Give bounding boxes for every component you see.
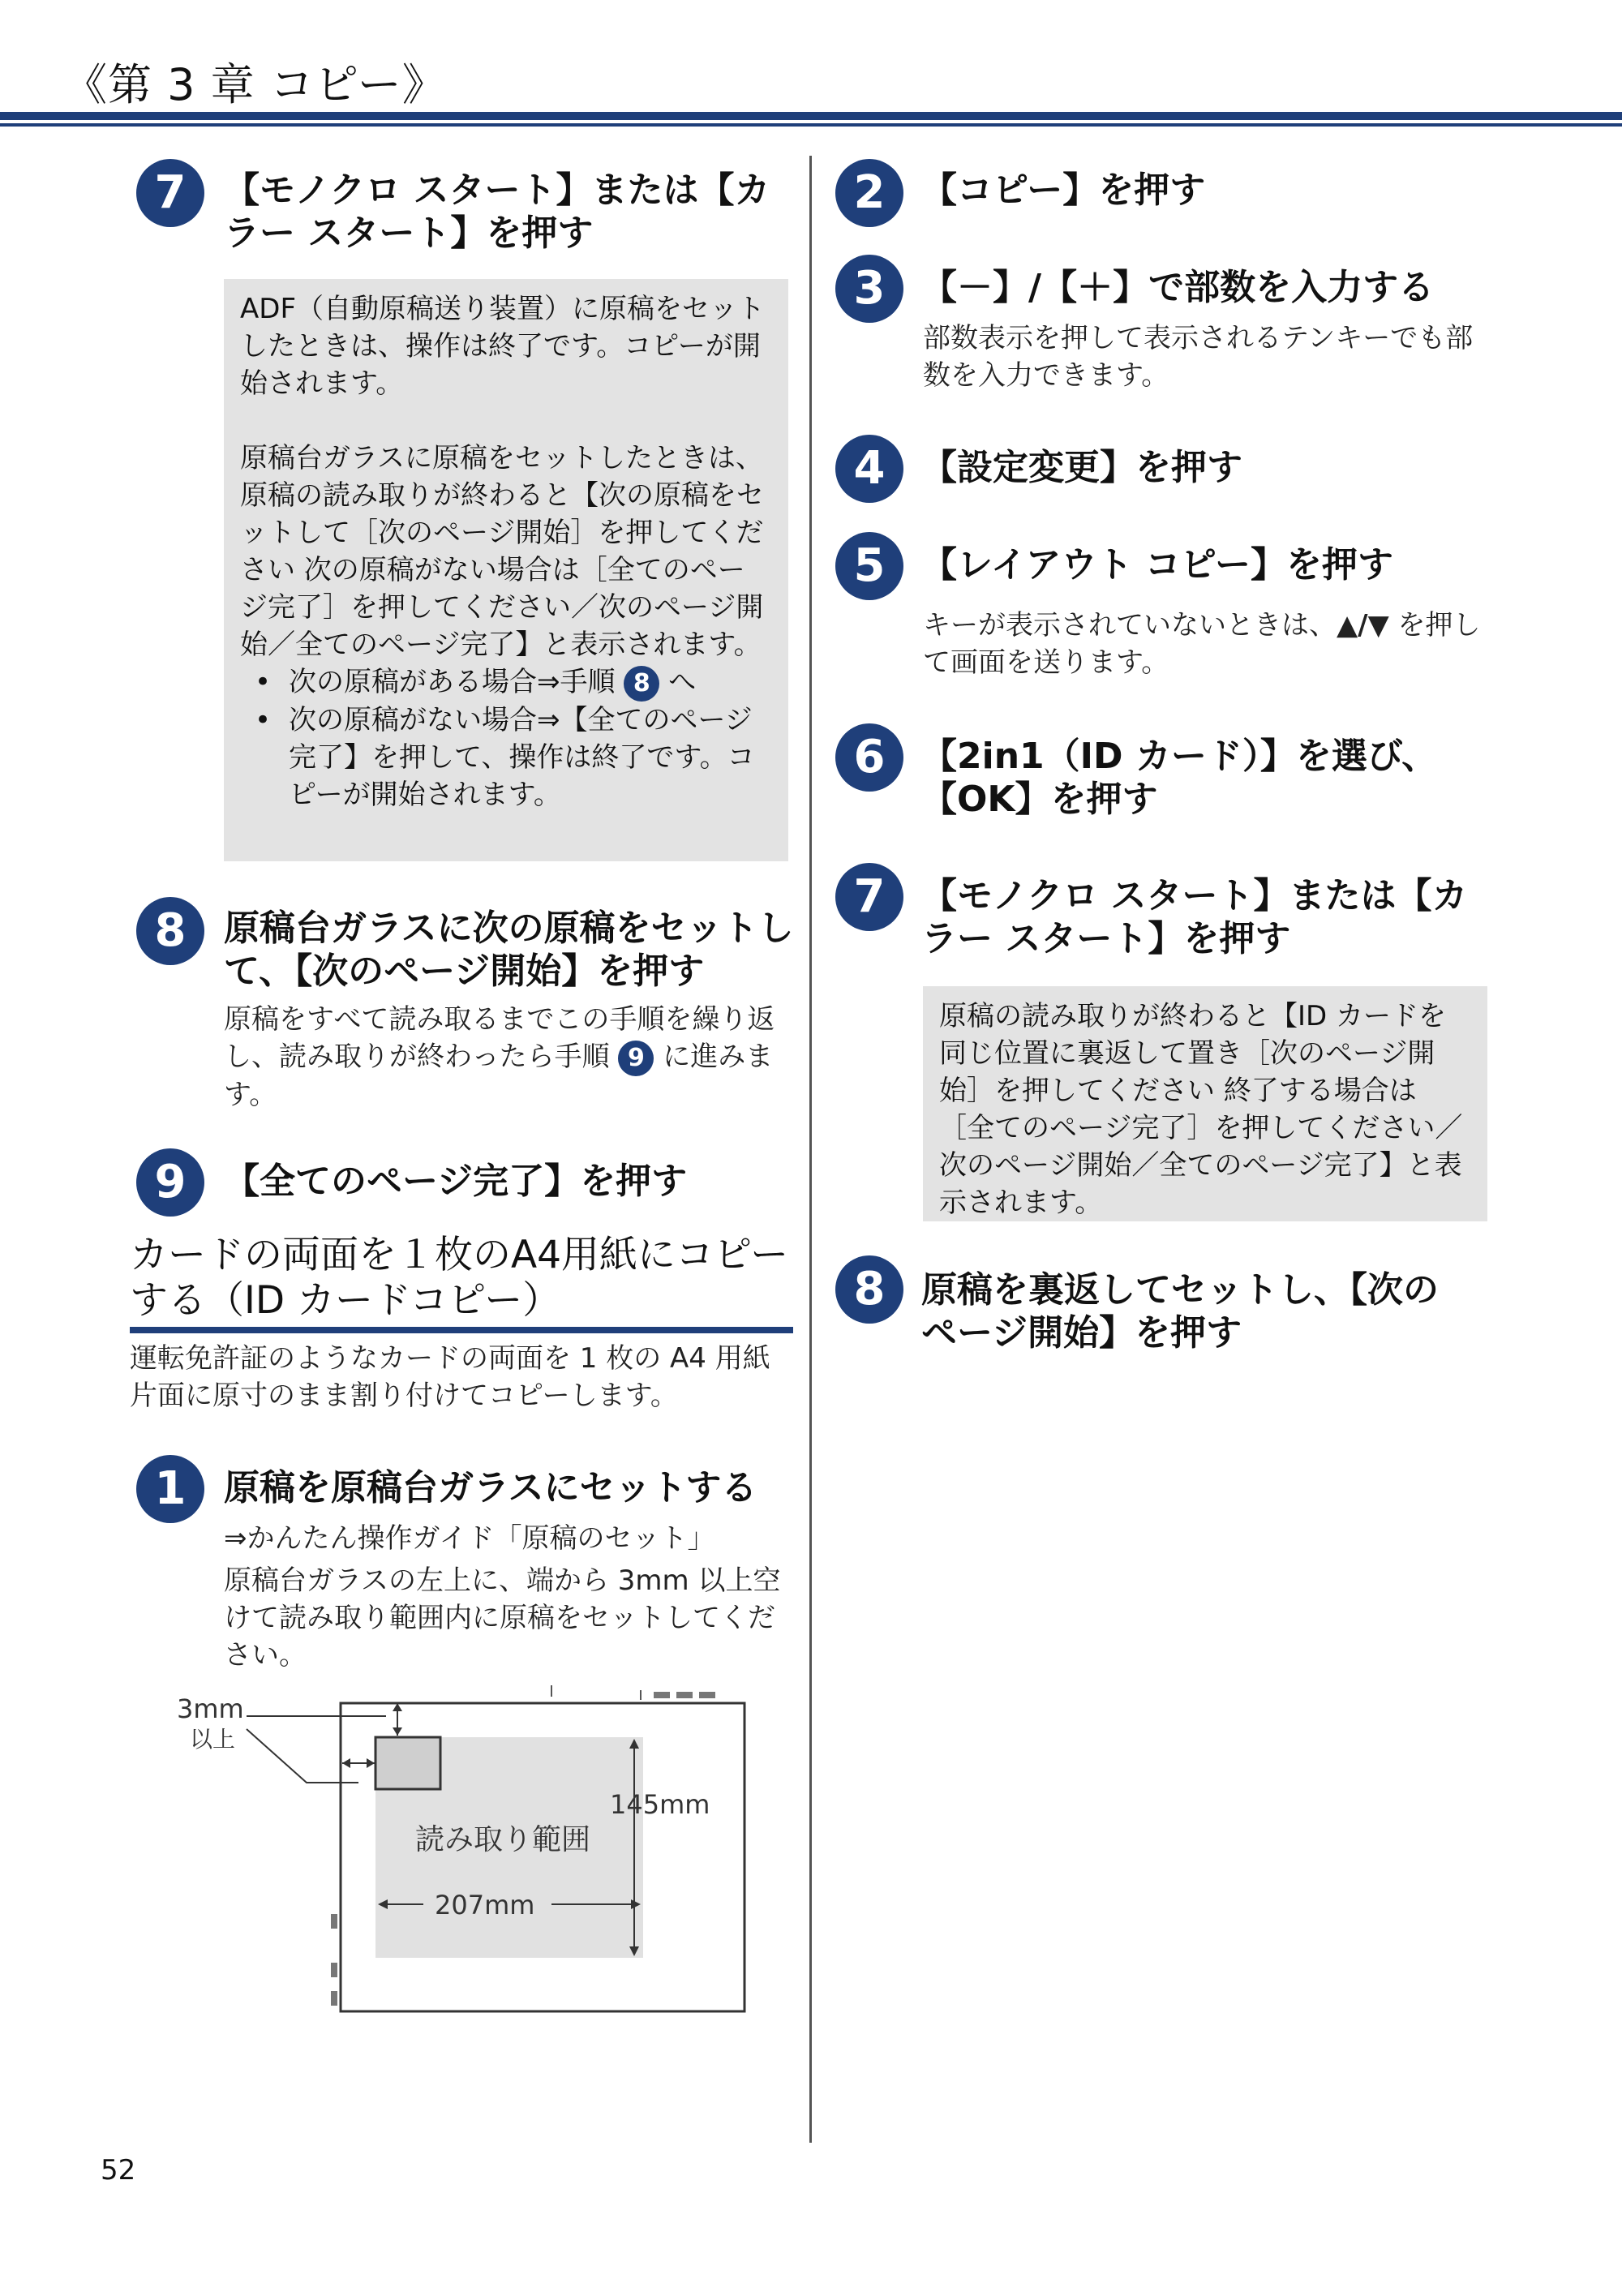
step-title-line: 原稿を裏返してセットし、【次の	[921, 1269, 1439, 1311]
step-number-badge: 6	[835, 723, 903, 792]
note-paragraph: ADF（自動原稿送り装置）に原稿をセットしたときは、操作は終了です。コピーが開始されます。	[240, 293, 765, 400]
step-title-line: 【モノクロ スタート】または【カ	[921, 875, 1468, 916]
step-title	[921, 735, 1586, 821]
mark	[654, 1692, 670, 1698]
step-title-line: 原稿台ガラスに次の原稿をセットし	[224, 908, 794, 949]
column-divider	[809, 156, 812, 2143]
step-title-line: 【モノクロ スタート】または【カ	[224, 170, 770, 211]
step-title-line: て、【次のページ開始】を押す	[224, 951, 705, 992]
step-ref-badge: 9	[618, 1041, 654, 1076]
step-number-badge: 7	[136, 159, 204, 227]
note-paragraph: 原稿の読み取りが終わると【ID カードを同じ位置に裏返して置き［次のページ開始］を押してください 終了する場合は［全てのページ完了］を押してください／次のページ開始／全てのページ完了】と表示されます。	[939, 1000, 1463, 1219]
step-title-line: 【OK】を押す	[921, 779, 1158, 820]
step-body: 原稿台ガラスの左上に、端から 3mm 以上空けて読み取り範囲内に原稿をセットしてください。	[224, 1564, 781, 1672]
reference-link: ⇒かんたん操作ガイド「原稿のセット」	[224, 1522, 715, 1555]
step-title: 【全てのページ完了】を押す	[224, 1161, 688, 1202]
section-title	[130, 1233, 795, 1324]
bullet-text: へ	[668, 666, 697, 698]
page-number: 52	[101, 2154, 136, 2187]
scroll-arrows-icon: ▲/▼	[1337, 609, 1389, 642]
step-title: 【設定変更】を押す	[921, 447, 1242, 488]
mark	[676, 1692, 693, 1698]
body-text: を押して画面を送ります。	[923, 609, 1481, 679]
step-body	[224, 1001, 783, 1114]
step-number-badge: 8	[136, 897, 204, 965]
mark	[331, 1914, 337, 1929]
step-number-badge: 5	[835, 532, 903, 600]
step-number-badge: 9	[136, 1148, 204, 1217]
height-label: 145mm	[610, 1789, 710, 1820]
step-ref-badge: 8	[624, 666, 659, 702]
note-box	[224, 279, 788, 861]
section-title-line: カードの両面を１枚のA4用紙にコピー	[130, 1233, 789, 1277]
body-text: キーが表示されていないときは、	[923, 609, 1337, 642]
step-title: 【コピー】を押す	[921, 170, 1206, 211]
margin-label-sub: 以上	[190, 1726, 236, 1753]
mark	[331, 1963, 337, 1977]
note-spacer	[240, 402, 772, 440]
note-paragraph: 原稿台ガラスに原稿をセットしたときは、原稿の読み取りが終わると【次の原稿をセットして［次のページ開始］を押してください 次の原稿がない場合は［全てのページ完了］を押してください／次のページ開始／全てのページ完了】と表示されます。	[240, 442, 764, 661]
width-label: 207mm	[435, 1890, 535, 1920]
mark	[331, 1991, 337, 2006]
margin-label: 3mm	[177, 1693, 244, 1724]
chapter-title: 《第 3 章 コピー》	[63, 59, 447, 110]
section-title-line: する（ID カードコピー）	[130, 1278, 561, 1323]
header-rule	[0, 112, 1622, 120]
step-number-badge: 7	[835, 863, 903, 931]
step-number-badge: 2	[835, 159, 903, 227]
scan-area-label: 読み取り範囲	[415, 1823, 591, 1856]
step-body: 部数表示を押して表示されるテンキーでも部数を入力できます。	[923, 322, 1474, 392]
step-title	[921, 874, 1586, 960]
step-title-line: ラー スタート】を押す	[224, 212, 594, 254]
step-title	[921, 1268, 1586, 1354]
step-title: 原稿を原稿台ガラスにセットする	[224, 1467, 757, 1508]
note-bullets	[240, 663, 772, 813]
step-title: 【－】/【＋】で部数を入力する	[921, 267, 1435, 308]
step-title	[224, 907, 800, 993]
step-title: 【レイアウト コピー】を押す	[921, 544, 1394, 586]
body-text: に進みます。	[224, 1041, 774, 1111]
scan-area-diagram	[162, 1679, 762, 2019]
bullet-text: 次の原稿がある場合⇒手順	[289, 666, 616, 698]
note-box	[923, 986, 1487, 1221]
header-rule-thin	[0, 123, 1622, 127]
body-text: 原稿をすべて読み取るまでこの手順を繰り返し、読み取りが終わったら手順	[224, 1003, 775, 1073]
step-number-badge: 8	[835, 1255, 903, 1324]
step-title-line: ページ開始】を押す	[921, 1312, 1242, 1354]
note-bullet: • 次の原稿がない場合⇒【全てのページ完了】を押して、操作は終了です。コピーが開始されます。	[240, 702, 772, 813]
mark	[699, 1692, 715, 1698]
step-body	[923, 607, 1491, 681]
step-number-badge: 1	[136, 1455, 204, 1523]
step-title-line: 【2in1（ID カード）】を選び、	[921, 736, 1438, 777]
note-bullet	[240, 663, 772, 702]
card-outline	[375, 1737, 440, 1789]
section-underline	[130, 1327, 793, 1333]
step-number-badge: 3	[835, 255, 903, 323]
step-number-badge: 4	[835, 435, 903, 503]
step-title-line: ラー スタート】を押す	[921, 918, 1291, 959]
section-intro: 運転免許証のようなカードの両面を 1 枚の A4 用紙片面に原寸のまま割り付けてコピーします。	[130, 1342, 770, 1412]
step-title	[224, 169, 792, 255]
